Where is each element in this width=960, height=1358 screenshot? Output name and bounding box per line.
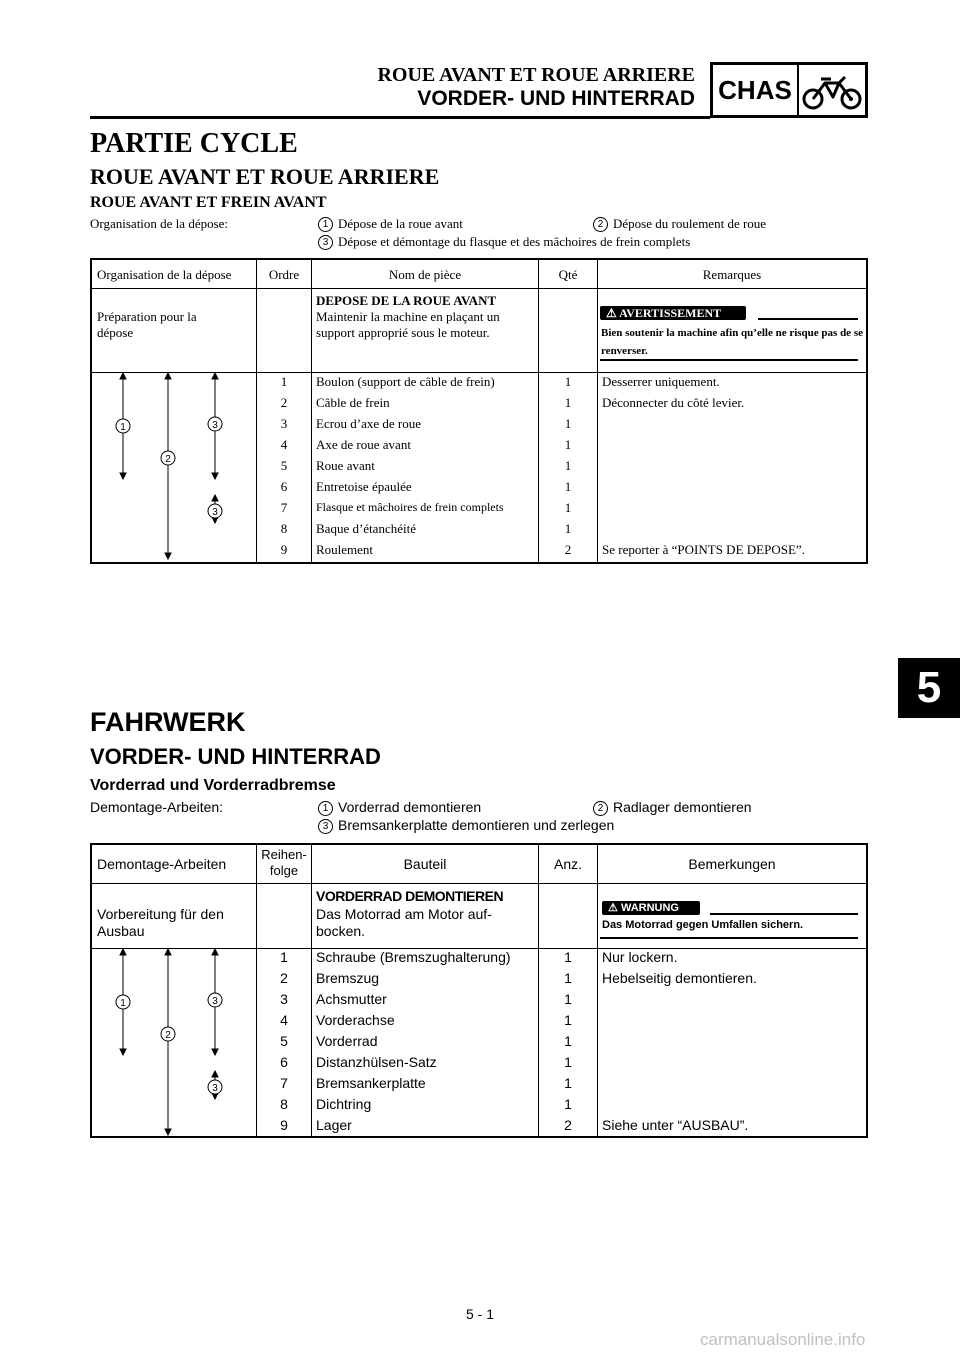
- chapter-tab: 5: [898, 658, 960, 718]
- column-header: Ordre: [268, 267, 300, 282]
- table-cell-qty: 2: [564, 1117, 572, 1133]
- table-cell-order: 7: [280, 1075, 288, 1091]
- table-cell-qty: 1: [564, 949, 572, 965]
- table-cell-name: Schraube (Bremszughalterung): [316, 949, 511, 965]
- svg-text:2: 2: [165, 454, 171, 465]
- table-cell-order: 9: [280, 542, 288, 557]
- table-cell-remark: Nur lockern.: [602, 949, 678, 965]
- svg-text:2: 2: [165, 1030, 171, 1041]
- column-header: Anz.: [553, 856, 582, 872]
- subchapter-title-de: Vorderrad und Vorderradbremse: [90, 777, 336, 794]
- table-cell-qty: 1: [564, 458, 572, 473]
- prep-label: Préparation pour la dépose: [97, 309, 197, 340]
- table-cell-name: Vorderrad: [316, 1033, 378, 1049]
- table-cell-order: 5: [280, 1033, 288, 1049]
- warning-rule: [600, 937, 858, 939]
- table-cell-name: Flasque et mâchoires de frein complets: [316, 500, 504, 514]
- svg-text:3: 3: [212, 420, 218, 431]
- column-divider: [538, 260, 539, 562]
- table-cell-qty: 1: [564, 1096, 572, 1112]
- table-cell-name: Dichtring: [316, 1096, 372, 1112]
- row-divider: [92, 288, 866, 289]
- table-cell-name: Lager: [316, 1117, 352, 1133]
- table-cell-order: 8: [280, 1096, 288, 1112]
- table-cell-name: Roulement: [316, 542, 374, 557]
- table-cell-name: Distanzhülsen-Satz: [316, 1054, 437, 1070]
- warning-icon: ⚠: [606, 306, 617, 320]
- header-title-de: VORDER- UND HINTERRAD: [417, 87, 695, 110]
- table-cell-order: 6: [280, 479, 288, 494]
- table-cell-name: Achsmutter: [316, 991, 387, 1007]
- table-cell-order: 9: [280, 1117, 288, 1133]
- section-title-de: FAHRWERK: [90, 707, 246, 737]
- table-cell-qty: 1: [564, 991, 572, 1007]
- header-rule: [90, 116, 710, 119]
- table-cell-qty: 1: [564, 437, 572, 452]
- chapter-badge-label: CHAS: [713, 65, 799, 115]
- prep-text: Maintenir la machine en plaçant un support approprié sous le moteur.: [316, 309, 500, 340]
- table-cell-remark: Siehe unter “AUSBAU”.: [602, 1117, 749, 1133]
- table-cell-qty: 1: [564, 500, 572, 515]
- removal-table-de: [90, 843, 868, 1138]
- table-cell-order: 2: [280, 395, 288, 410]
- table-cell-remark: Hebelseitig demontieren.: [602, 970, 757, 986]
- column-header: Reihen-folge: [261, 847, 307, 878]
- table-cell-name: Bremszug: [316, 970, 380, 986]
- table-cell-order: 4: [280, 1012, 288, 1028]
- org-item-fr-3: 3 Dépose et démontage du flasque et des mâchoires de frein complets: [318, 234, 690, 250]
- chapter-title-fr: ROUE AVANT ET ROUE ARRIERE: [90, 164, 440, 189]
- removal-sequence-diagram: [92, 372, 256, 564]
- warning-label: ⚠ AVERTISSEMENT: [600, 306, 746, 320]
- table-cell-name: Câble de frein: [316, 395, 390, 410]
- column-header: Bauteil: [403, 856, 447, 872]
- svg-text:3: 3: [212, 996, 218, 1007]
- table-cell-qty: 1: [564, 416, 572, 431]
- table-cell-qty: 1: [564, 1075, 572, 1091]
- warning-text: Das Motorrad gegen Umfallen sichern.: [602, 919, 804, 931]
- table-cell-order: 6: [280, 1054, 288, 1070]
- table-cell-order: 5: [280, 458, 288, 473]
- svg-text:3: 3: [212, 1083, 218, 1094]
- prep-title: DEPOSE DE LA ROUE AVANT: [316, 293, 497, 308]
- table-cell-qty: 1: [564, 970, 572, 986]
- org-label-de: Demontage-Arbeiten:: [90, 799, 224, 815]
- column-header: Bemerkungen: [688, 856, 776, 872]
- subchapter-title-fr: ROUE AVANT ET FREIN AVANT: [90, 194, 327, 211]
- svg-text:3: 3: [212, 507, 218, 518]
- table-cell-order: 4: [280, 437, 288, 452]
- chapter-badge: [710, 62, 868, 118]
- watermark: carmanualsonline.info: [700, 1330, 866, 1349]
- warning-icon: ⚠: [608, 902, 618, 914]
- table-cell-name: Entretoise épaulée: [316, 479, 412, 494]
- column-divider: [311, 260, 312, 562]
- table-cell-qty: 1: [564, 479, 572, 494]
- org-item-fr-2: 2 Dépose du roulement de roue: [593, 216, 766, 232]
- table-cell-remark: Déconnecter du côté levier.: [602, 395, 745, 410]
- column-divider: [311, 845, 312, 1136]
- prep-title: VORDERRAD DEMONTIEREN: [316, 888, 504, 904]
- table-cell-qty: 1: [564, 1012, 572, 1028]
- warning-label: ⚠ WARNUNG: [602, 901, 700, 915]
- header-title-fr: ROUE AVANT ET ROUE ARRIERE: [377, 64, 695, 86]
- table-cell-order: 1: [280, 374, 288, 389]
- section-title-fr: PARTIE CYCLE: [90, 128, 298, 159]
- table-cell-name: Vorderachse: [316, 1012, 395, 1028]
- table-cell-qty: 2: [564, 542, 572, 557]
- removal-sequence-diagram: [92, 948, 256, 1138]
- row-divider: [92, 883, 866, 884]
- table-cell-qty: 1: [564, 1054, 572, 1070]
- table-cell-order: 1: [280, 949, 288, 965]
- column-divider: [597, 260, 598, 562]
- table-cell-name: Baque d’étanchéité: [316, 521, 416, 536]
- table-cell-name: Bremsankerplatte: [316, 1075, 426, 1091]
- svg-text:1: 1: [120, 998, 126, 1009]
- warning-rule: [600, 359, 858, 361]
- column-header: Remarques: [702, 267, 762, 282]
- column-header: Qté: [558, 267, 578, 282]
- org-item-fr-1: 1 Dépose de la roue avant: [318, 216, 463, 232]
- column-divider: [597, 845, 598, 1136]
- column-header: Nom de pièce: [388, 267, 462, 282]
- prep-label: Vorbereitung für den Ausbau: [97, 906, 224, 939]
- table-cell-qty: 1: [564, 395, 572, 410]
- table-cell-order: 8: [280, 521, 288, 536]
- table-cell-name: Ecrou d’axe de roue: [316, 416, 422, 431]
- column-header: Demontage-Arbeiten: [97, 856, 227, 872]
- org-item-de-3: 3 Bremsankerplatte demontieren und zerlegen: [318, 817, 614, 834]
- table-cell-order: 2: [280, 970, 288, 986]
- svg-text:1: 1: [120, 422, 126, 433]
- table-cell-name: Roue avant: [316, 458, 375, 473]
- table-cell-qty: 1: [564, 521, 572, 536]
- page-number: 5 - 1: [465, 1306, 494, 1322]
- org-label-fr: Organisation de la dépose:: [90, 216, 229, 231]
- warning-rule: [710, 913, 858, 915]
- table-cell-order: 3: [280, 416, 288, 431]
- org-item-de-1: 1 Vorderrad demontieren: [318, 799, 481, 816]
- org-item-de-2: 2 Radlager demontieren: [593, 799, 752, 816]
- table-cell-order: 7: [280, 500, 288, 515]
- column-divider: [256, 260, 257, 562]
- removal-table-fr: [90, 258, 868, 564]
- chapter-title-de: VORDER- UND HINTERRAD: [90, 744, 381, 769]
- table-cell-qty: 1: [564, 374, 572, 389]
- table-cell-qty: 1: [564, 1033, 572, 1049]
- table-cell-order: 3: [280, 991, 288, 1007]
- table-cell-name: Axe de roue avant: [316, 437, 411, 452]
- warning-rule: [758, 318, 858, 320]
- table-cell-name: Boulon (support de câble de frein): [316, 374, 495, 389]
- warning-text: Bien soutenir la machine afin qu’elle ne risque pas de se renverser.: [601, 327, 863, 357]
- prep-text: Das Motorrad am Motor auf-bocken.: [316, 906, 492, 939]
- motorcycle-icon: [801, 71, 863, 111]
- column-header: Organisation de la dépose: [97, 267, 232, 282]
- table-cell-remark: Se reporter à “POINTS DE DEPOSE”.: [602, 542, 805, 557]
- table-cell-remark: Desserrer uniquement.: [602, 374, 720, 389]
